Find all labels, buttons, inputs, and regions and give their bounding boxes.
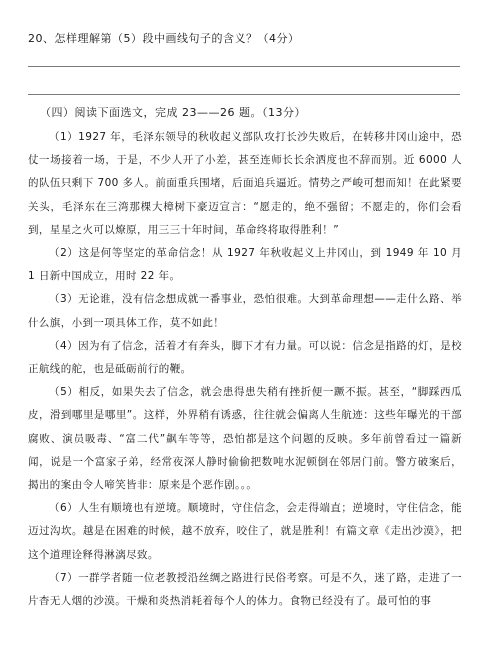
paragraph-5: （5）相反，如果失去了信念，就会患得患失稍有挫折便一蹶不振。甚至，“脚踩西瓜皮，滑到哪里是哪里”。这样，外界稍有诱惑，往往就会偏离人生航迹：这些年曝光的干部腐败、演员吸毒、“富二代”飙车等等，恐怕都是这个问题的反映。多年前曾看过一篇新闻，说是一个富家子弟，经常夜深人静时偷偷把数吨水泥顿倒在邻居门前。警方破案后，揭出的案由令人啼笑皆非：原来是个恶作剧。。。 <box>28 386 462 492</box>
paragraph-4: （4）因为有了信念，活着才有奔头，脚下才有力量。可以说：信念是指路的灯，是校正航线的舵，也是砥砺前行的鞭。 <box>28 339 462 376</box>
paragraph-6: （6）人生有顺境也有逆境。顺境时，守住信念，会走得端直；逆境时，守住信念，能迈过沟坎。越是在困难的时候，越不放弃，咬住了，就是胜利！有篇文章《走出沙漠》，把这个道理诠释得淋漓尽致。 <box>28 502 462 561</box>
paragraph-7: （7）一群学者随一位老教授沿丝绸之路进行民俗考察。可是不久，迷了路，走进了一片杳无人烟的沙漠。干燥和炎热消耗着每个人的体力。食物已经没有了。最可怕的事 <box>28 571 462 608</box>
question-20: 20、怎样理解第（5）段中画线句子的含义？（4分） <box>28 32 300 45</box>
paragraph-2: （2）这是何等坚定的革命信念！从 1927 年秋收起义上井冈山，到 1949 年 10 月 1 日新中国成立，用时 22 年。 <box>28 247 462 283</box>
section-heading: （四）阅读下面选文，完成 23——26 题。（13分） <box>40 106 306 119</box>
answer-line <box>28 66 460 67</box>
paragraph-1: （1）1927 年，毛泽东领导的秋收起义部队攻打长沙失败后，在转移井冈山途中，恐仗一场接着一场，于是，不少人开了小差，甚至连师长长余洒度也不辞而别。近 6000 人的队伍只剩下 700 多人。前面重兵围堵，后面追兵逼近。情势之严峻可想而知！在此紧要关头，毛泽东在三湾那棵大樟树下豪迈宣言：“愿走的，绝不强留；不愿走的，你们会看到，星星之火可以燎原，用三三十年时间，革命终将取得胜利！” <box>28 131 462 236</box>
reading-passage <box>28 126 462 613</box>
paragraph-3: （3）无论谁，没有信念想成就一番事业，恐怕很难。大到革命理想——走什么路、举什么旗，小到一项具体工作，莫不如此！ <box>28 293 462 329</box>
answer-line <box>28 94 460 95</box>
